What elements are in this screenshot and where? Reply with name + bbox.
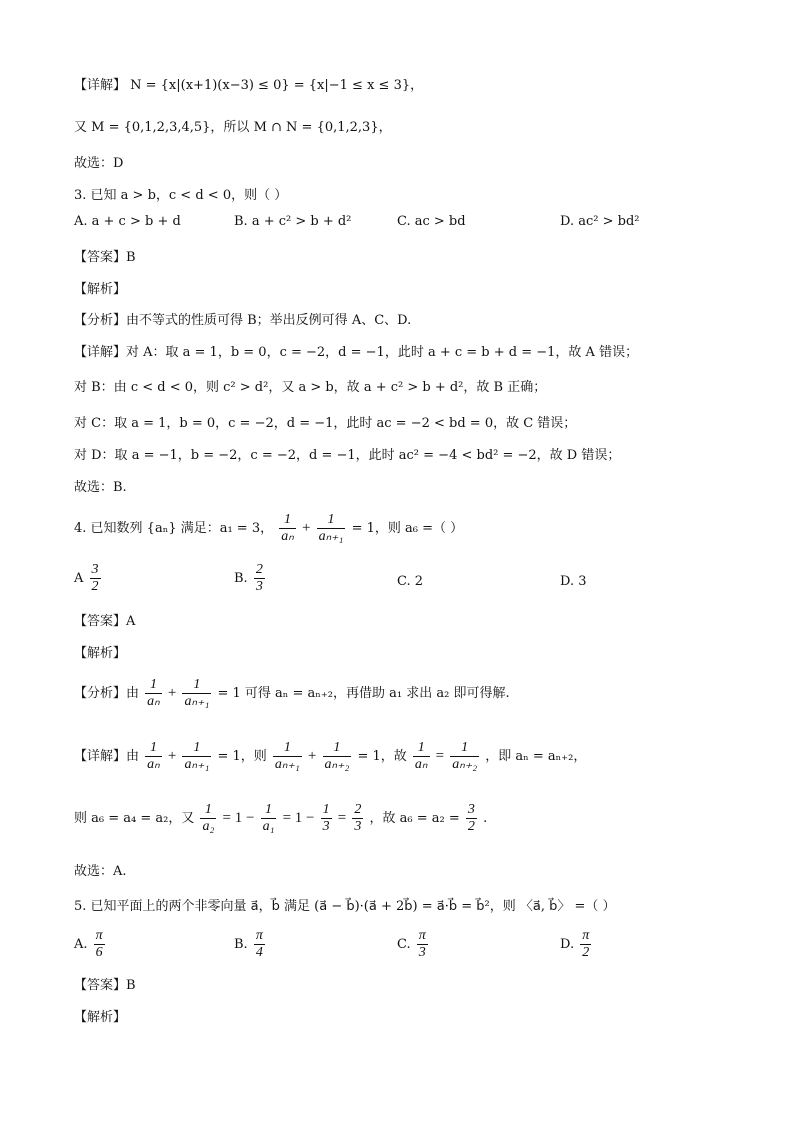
q5-option-d-num: π xyxy=(582,928,590,943)
detail-4b-frac-1-num: 1 xyxy=(204,802,212,817)
q5-option-d-label: D. xyxy=(560,937,575,952)
q5-option-a-den: 6 xyxy=(95,945,103,960)
detail-4-frac-6 xyxy=(450,740,479,773)
detail-4b-eq-1: = 1 − xyxy=(222,810,255,826)
q3-option-a: A. a + c > b + d xyxy=(74,214,181,229)
answer-choice-2: 故选：D xyxy=(74,156,124,171)
answer-5: 【答案】B xyxy=(74,978,136,993)
q4-option-b-den: 3 xyxy=(255,579,263,594)
detail-4-frac-4-den: aₙ₊₂ xyxy=(324,757,350,772)
q3-option-d: D. ac² > bd² xyxy=(560,214,640,229)
detail-4-plus-1: + xyxy=(167,748,177,764)
analysis-header-5: 【解析】 xyxy=(74,1010,127,1025)
answer-choice-4: 故选：A. xyxy=(74,864,127,879)
detail-4-frac-3-den: aₙ₊₁ xyxy=(274,757,300,772)
q5-option-a-label: A. xyxy=(74,937,88,952)
q5-option-d-frac xyxy=(580,928,591,961)
analysis-4-suffix: = 1 可得 aₙ = aₙ₊₂，再借助 a₁ 求出 a₂ 即可得解. xyxy=(217,686,510,701)
q4-frac-2-num: 1 xyxy=(327,512,335,527)
detail-4-frac-1-num: 1 xyxy=(149,740,157,755)
analysis-4-frac-1-num: 1 xyxy=(149,677,157,692)
answer-3: 【答案】B xyxy=(74,250,136,265)
detail-4b-frac-4-den: 3 xyxy=(354,819,362,834)
q4-option-d: D. 3 xyxy=(560,574,587,589)
q5-option-c-num: π xyxy=(418,928,426,943)
detail-3-b: 对 B：由 c < d < 0，则 c² > d²，又 a > b，故 a + c² > b + d²，故 B 正确； xyxy=(74,380,547,395)
q4-option-b xyxy=(234,562,267,595)
q4-plus: + xyxy=(301,520,311,536)
detail-4-mid-3: ，即 aₙ = aₙ₊₂， xyxy=(485,749,587,764)
q4-frac-2-den: aₙ₊₁ xyxy=(318,529,344,544)
analysis-4-frac-1 xyxy=(145,677,162,710)
q4-option-b-num: 2 xyxy=(255,562,263,577)
detail-4-frac-2-num: 1 xyxy=(193,740,201,755)
detail-4-eq: = xyxy=(435,748,445,764)
analysis-4-prefix: 【分析】由 xyxy=(74,686,140,701)
analysis-4-frac-2 xyxy=(182,677,211,710)
detail-4b-frac-4 xyxy=(352,802,363,835)
q3-option-c: C. ac > bd xyxy=(397,214,466,229)
detail-4-frac-1-den: aₙ xyxy=(147,757,160,772)
detail-4b-eq-4: ，故 a₆ = a₂ = xyxy=(369,811,460,826)
detail-4-plus-2: + xyxy=(307,748,317,764)
analysis-3: 【分析】由不等式的性质可得 B；举出反例可得 A、C、D. xyxy=(74,313,412,328)
detail-4-frac-5-num: 1 xyxy=(417,740,425,755)
detail-4-frac-4 xyxy=(323,740,352,773)
q4-option-a-num: 3 xyxy=(91,562,99,577)
detail-4b-frac-2-den: a₁ xyxy=(262,819,275,834)
q5-option-c-frac xyxy=(417,928,428,961)
detail-4b-eq-2: = 1 − xyxy=(282,810,315,826)
q4-prefix: 4. 已知数列 {aₙ} 满足：a₁ = 3， xyxy=(74,521,274,536)
q5-option-b-label: B. xyxy=(234,937,248,952)
detail-4b-frac-4-num: 2 xyxy=(354,802,362,817)
detail-4b-eq-3: = xyxy=(337,810,347,826)
analysis-4-frac-2-num: 1 xyxy=(193,677,201,692)
q5-option-d-den: 2 xyxy=(582,945,590,960)
detail-4b-frac-2-num: 1 xyxy=(265,802,272,817)
q4-frac-1 xyxy=(279,512,296,545)
detail-4-frac-2 xyxy=(182,740,211,773)
q5-option-d xyxy=(560,928,593,961)
q5-option-b xyxy=(234,928,267,961)
q4-option-a-label: A xyxy=(74,571,84,586)
q4-option-a-frac xyxy=(90,562,101,595)
q5-option-b-den: 4 xyxy=(255,945,263,960)
detail-4-frac-2-den: aₙ₊₁ xyxy=(184,757,210,772)
answer-choice-3: 故选：B. xyxy=(74,480,127,495)
detail-4b-frac-5 xyxy=(466,802,477,835)
analysis-4-frac-1-den: aₙ xyxy=(147,694,160,709)
detail-line-2b: 又 M = {0,1,2,3,4,5}，所以 M ∩ N = {0,1,2,3}， xyxy=(74,120,392,135)
q5-option-a-frac xyxy=(94,928,105,961)
detail-4-frac-3 xyxy=(273,740,302,773)
detail-4-frac-1 xyxy=(145,740,162,773)
detail-3-c: 对 C：取 a = 1，b = 0，c = −2，d = −1，此时 ac = −2 < bd = 0，故 C 错误； xyxy=(74,416,577,431)
detail-3-d: 对 D：取 a = −1，b = −2，c = −2，d = −1，此时 ac² = −4 < bd² = −2，故 D 错误； xyxy=(74,448,621,463)
detail-4-frac-3-num: 1 xyxy=(283,740,291,755)
q5-option-b-num: π xyxy=(255,928,263,943)
q5-option-a-num: π xyxy=(95,928,103,943)
detail-4b-prefix: 则 a₆ = a₄ = a₂，又 xyxy=(74,811,195,826)
q3-option-b: B. a + c² > b + d² xyxy=(234,214,352,229)
q4-suffix: = 1，则 a₆ =（ ） xyxy=(351,521,464,536)
analysis-4-frac-2-den: aₙ₊₁ xyxy=(184,694,210,709)
detail-4-a xyxy=(74,740,586,773)
detail-4-frac-5-den: aₙ xyxy=(414,757,428,772)
detail-4-prefix: 【详解】由 xyxy=(74,749,140,764)
question-3: 3. 已知 a > b，c < d < 0，则（ ） xyxy=(74,188,288,203)
detail-4-frac-5 xyxy=(413,740,430,773)
analysis-4 xyxy=(74,677,510,710)
q5-option-a xyxy=(74,928,107,961)
detail-4-frac-4-num: 1 xyxy=(333,740,341,755)
q5-option-c-label: C. xyxy=(397,937,411,952)
detail-4b-frac-3-num: 1 xyxy=(322,802,330,817)
analysis-header-4: 【解析】 xyxy=(74,646,127,661)
detail-4b-frac-3 xyxy=(321,802,332,835)
detail-4-frac-6-den: aₙ₊₂ xyxy=(452,757,478,772)
detail-4b-frac-5-den: 2 xyxy=(467,819,475,834)
q5-option-c xyxy=(397,928,430,961)
answer-4: 【答案】A xyxy=(74,614,136,629)
detail-4-mid-1: = 1，则 xyxy=(217,749,267,764)
detail-4-frac-6-num: 1 xyxy=(461,740,469,755)
detail-4b-frac-5-num: 3 xyxy=(467,802,475,817)
detail-line-2: 【详解】 N = {x|(x+1)(x−3) ≤ 0} = {x|−1 ≤ x ≤ 3}， xyxy=(74,78,424,93)
q5-option-c-den: 3 xyxy=(418,945,426,960)
detail-4b-frac-1-den: a₂ xyxy=(202,819,215,834)
q4-option-c: C. 2 xyxy=(397,574,424,589)
detail-3-a: 【详解】对 A：取 a = 1，b = 0，c = −2，d = −1，此时 a + c = b + d = −1，故 A 错误； xyxy=(74,345,639,360)
question-4 xyxy=(74,512,463,545)
q4-frac-1-den: aₙ xyxy=(281,529,294,544)
detail-4b-end: . xyxy=(483,811,488,826)
q4-option-b-label: B. xyxy=(234,571,248,586)
q4-option-a-den: 2 xyxy=(91,579,99,594)
detail-4b-frac-1 xyxy=(200,802,216,835)
q4-option-b-frac xyxy=(254,562,265,595)
detail-4-mid-2: = 1，故 xyxy=(357,749,407,764)
analysis-4-plus: + xyxy=(167,685,177,701)
detail-4-b xyxy=(74,802,487,835)
question-5: 5. 已知平面上的两个非零向量 a⃗，b⃗ 满足 (a⃗ − b⃗)·(a⃗ + 2b⃗) = a⃗·b⃗ = b⃗²，则 〈a⃗, b⃗〉 =（ ） xyxy=(74,899,616,914)
q4-frac-1-num: 1 xyxy=(284,512,292,527)
q5-option-b-frac xyxy=(254,928,265,961)
detail-4b-frac-2 xyxy=(261,802,277,835)
q4-option-a xyxy=(74,562,103,595)
q4-frac-2 xyxy=(317,512,346,545)
analysis-header-3: 【解析】 xyxy=(74,282,127,297)
detail-4b-frac-3-den: 3 xyxy=(322,819,330,834)
